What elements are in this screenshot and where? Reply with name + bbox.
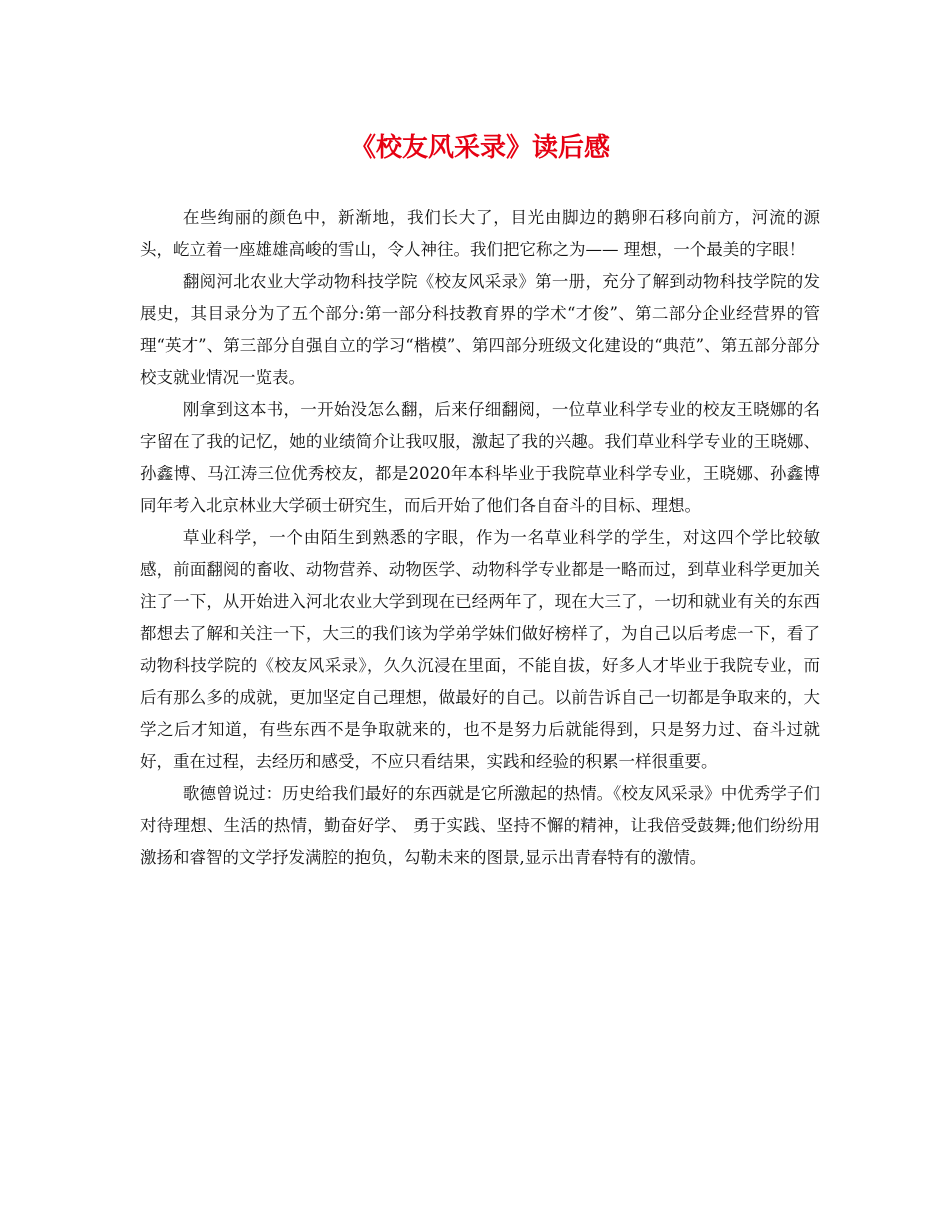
document-page (140, 128, 820, 874)
paragraph-3: 刚拿到这本书，一开始没怎么翻，后来仔细翻阅，一位草业科学专业的校友王晓娜的名字留在了我的记忆，她的业绩简介让我叹服，激起了我的兴趣。我们草业科学专业的王晓娜、孙鑫博、马江涛三位优秀校友，都是2020年本科毕业于我院草业科学专业，王晓娜、孙鑫博同年考入北京林业大学硕士研究生，而后开始了他们各自奋斗的目标、理想。 (140, 400, 820, 515)
paragraph-4: 草业科学，一个由陌生到熟悉的字眼，作为一名草业科学的学生，对这四个学比较敏感，前面翻阅的畜收、动物营养、动物医学、动物科学专业都是一略而过，到草业科学更加关注了一下，从开始进入河北农业大学到现在已经两年了，现在大三了，一切和就业有关的东西都想去了解和关注一下，大三的我们该为学弟学妹们做好榜样了，为自己以后考虑一下，看了动物科技学院的《校友风采录》，久久沉浸在里面，不能自拔，好多人才毕业于我院专业，而后有那么多的成就，更加坚定自己理想，做最好的自己。以前告诉自己一切都是争取来的，大学之后才知道，有些东西不是争取就来的，也不是努力后就能得到，只是努力过、奋斗过就好，重在过程，去经历和感受，不应只看结果，实践和经验的积累一样很重要。 (140, 528, 820, 771)
paragraph-2: 翻阅河北农业大学动物科技学院《校友风采录》第一册，充分了解到动物科技学院的发展史，其目录分为了五个部分:第一部分科技教育界的学术“才俊”、第二部分企业经营界的管理“英才”、第三部分自强自立的学习“楷模”、第四部分班级文化建设的“典范”、第五部分部分校支就业情况一览表。 (140, 272, 820, 387)
document-title: 《校友风采录》读后感 (349, 133, 610, 163)
paragraph-1: 在些绚丽的颜色中，新渐地，我们长大了，目光由脚边的鹅卵石移向前方，河流的源头，屹立着一座雄雄高峻的雪山，令人神往。我们把它称之为—— 理想，一个最美的字眼！ (140, 208, 820, 259)
paragraph-5: 歌德曾说过：历史给我们最好的东西就是它所激起的热情。《校友风采录》中优秀学子们对待理想、生活的热情，勤奋好学、 勇于实践、坚持不懈的精神，让我倍受鼓舞;他们纷纷用激扬和睿智的文学抒发满腔的抱负，勾勒未来的图景,显示出青春特有的激情。 (140, 784, 820, 867)
